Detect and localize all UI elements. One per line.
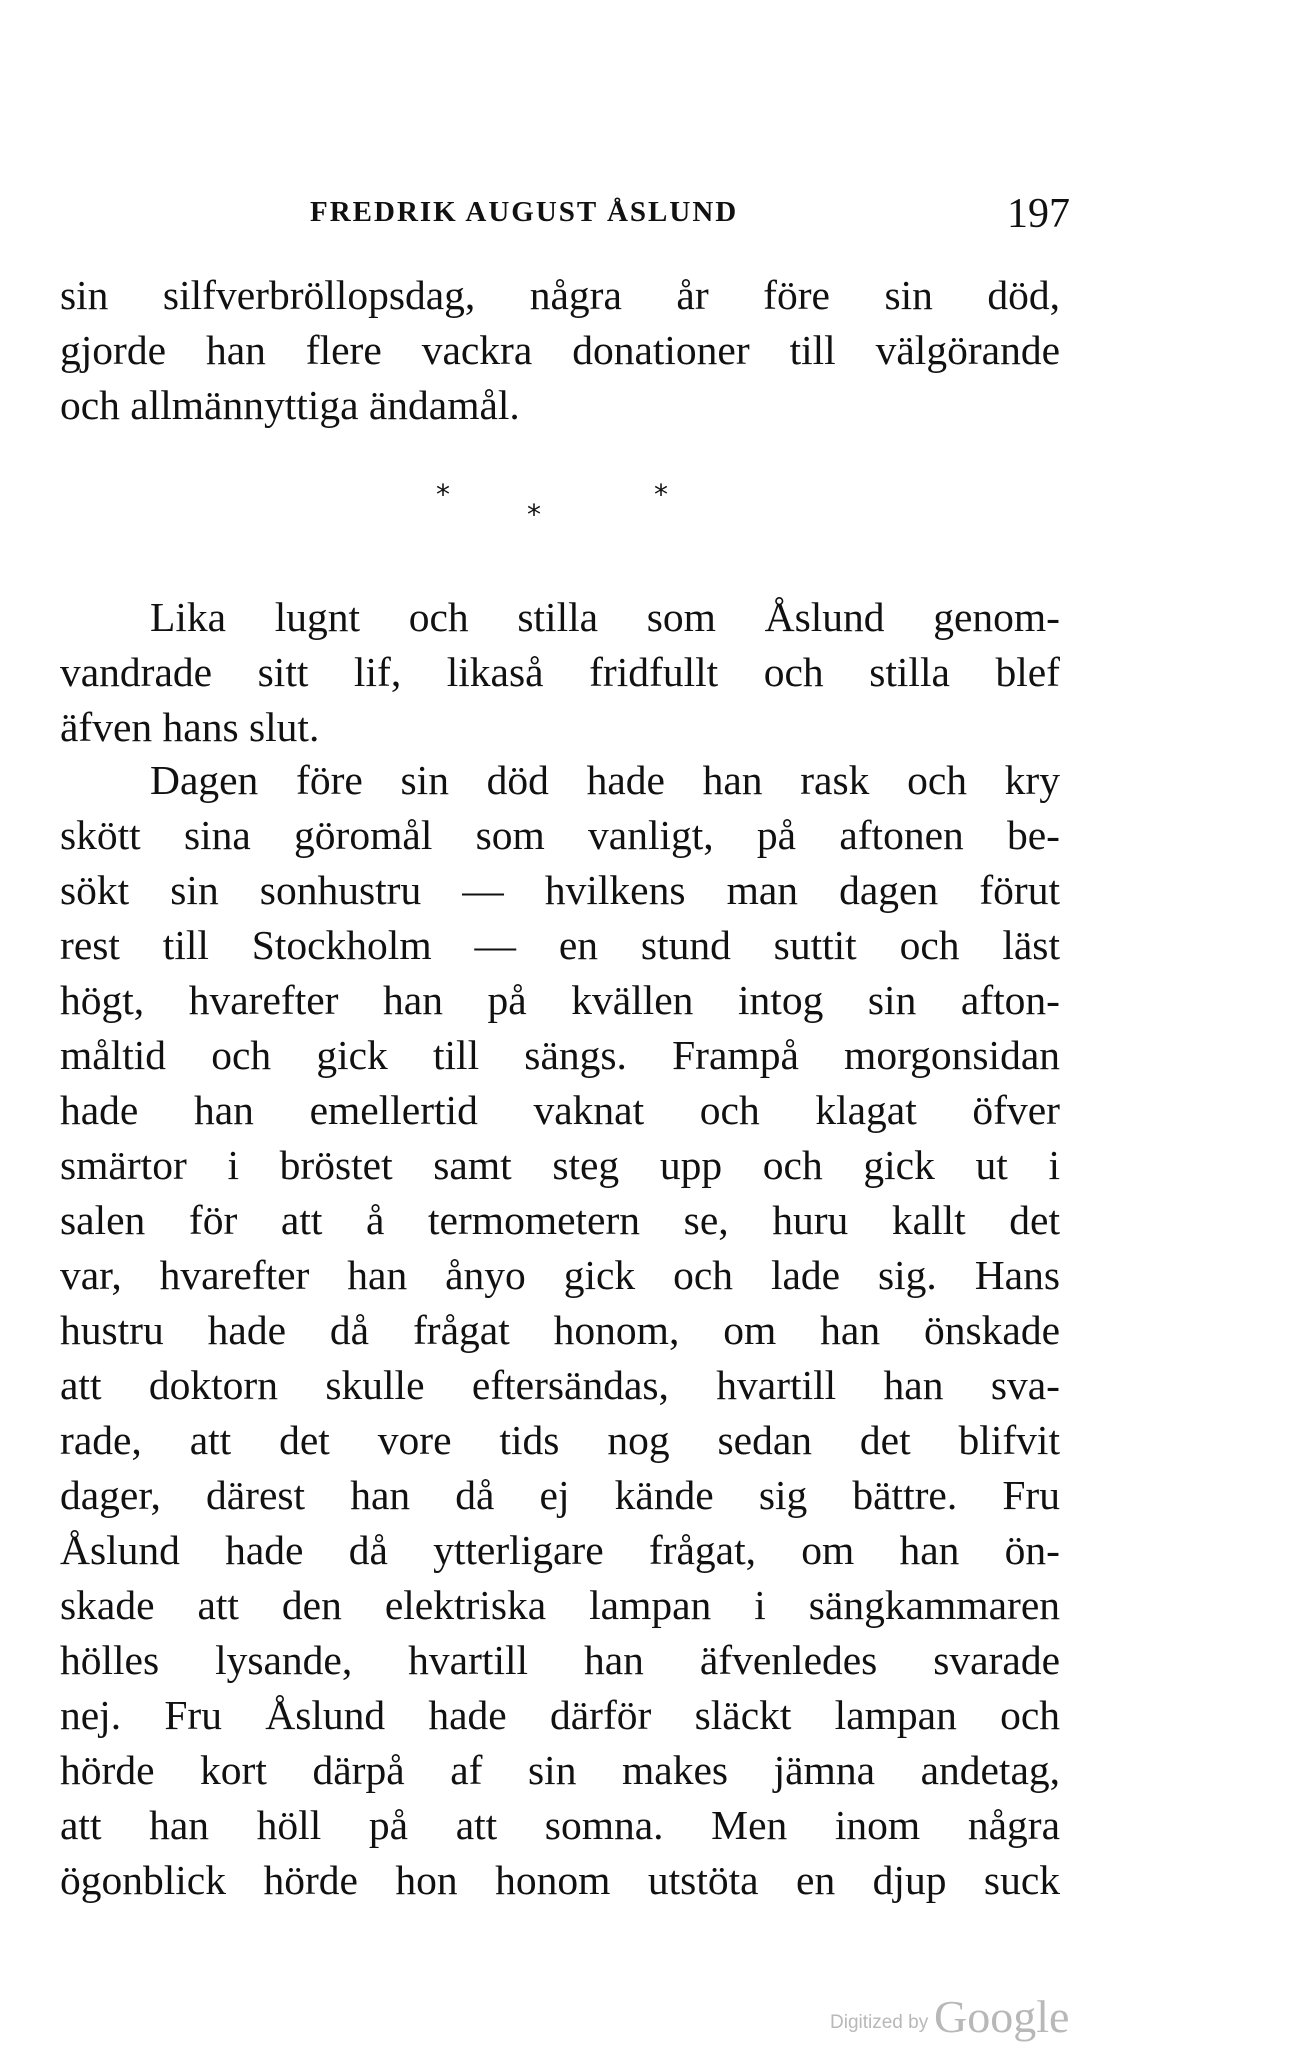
text-line: sin silfverbröllopsdag, några år före sin död, [60,272,1060,318]
text-line: rade, att det vore tids nog sedan det blifvit [60,1417,1060,1463]
text-line: skade att den elektriska lampan i sängkammaren [60,1582,1060,1628]
text-line: vandrade sitt lif, likaså fridfullt och stilla blef [60,649,1060,695]
section-break-star: * [436,478,450,511]
digitized-label: Digitized by [830,2012,929,2033]
text-line: att doktorn skulle eftersändas, hvartill han sva- [60,1362,1060,1408]
text-line: hölles lysande, hvartill han äfvenledes svarade [60,1637,1060,1683]
running-title: FREDRIK AUGUST ÅSLUND [310,196,739,228]
section-break-star: * [527,498,541,531]
paragraph-1 [60,268,1060,433]
text-line: rest till Stockholm — en stund suttit och läst [60,922,1060,968]
text-line: Åslund hade då ytterligare frågat, om han ön- [60,1527,1060,1573]
digitized-by-google-watermark [830,1990,1150,2050]
running-head [60,190,1070,240]
text-line: smärtor i bröstet samt steg upp och gick ut i [60,1142,1060,1188]
text-line: nej. Fru Åslund hade därför släckt lampan och [60,1692,1060,1738]
section-break [0,470,1300,540]
paragraph-3 [60,753,1060,1908]
text-line: och allmännyttiga ändamål. [60,382,520,428]
text-line: Lika lugnt och stilla som Åslund genom- [150,594,1060,640]
text-line: sökt sin sonhustru — hvilkens man dagen förut [60,867,1060,913]
text-line: gjorde han flere vackra donationer till välgörande [60,327,1060,373]
text-line: hade han emellertid vaknat och klagat öfver [60,1087,1060,1133]
text-line: salen för att å termometern se, huru kallt det [60,1197,1060,1243]
text-line: måltid och gick till sängs. Frampå morgonsidan [60,1032,1060,1078]
text-line: högt, hvarefter han på kvällen intog sin afton- [60,977,1060,1023]
paragraph-2 [60,590,1060,755]
text-line: Dagen före sin död hade han rask och kry [150,757,1060,803]
section-break-star: * [654,478,668,511]
google-logo: Google [934,1991,1070,2042]
text-line: hustru hade då frågat honom, om han önskade [60,1307,1060,1353]
text-line: äfven hans slut. [60,704,320,750]
page-number: 197 [1007,191,1070,237]
text-line: var, hvarefter han ånyo gick och lade sig. Hans [60,1252,1060,1298]
text-line: att han höll på att somna. Men inom några [60,1802,1060,1848]
text-line: dager, därest han då ej kände sig bättre. Fru [60,1472,1060,1518]
text-line: skött sina göromål som vanligt, på aftonen be- [60,812,1060,858]
text-line: ögonblick hörde hon honom utstöta en djup suck [60,1857,1060,1903]
text-line: hörde kort därpå af sin makes jämna andetag, [60,1747,1060,1793]
